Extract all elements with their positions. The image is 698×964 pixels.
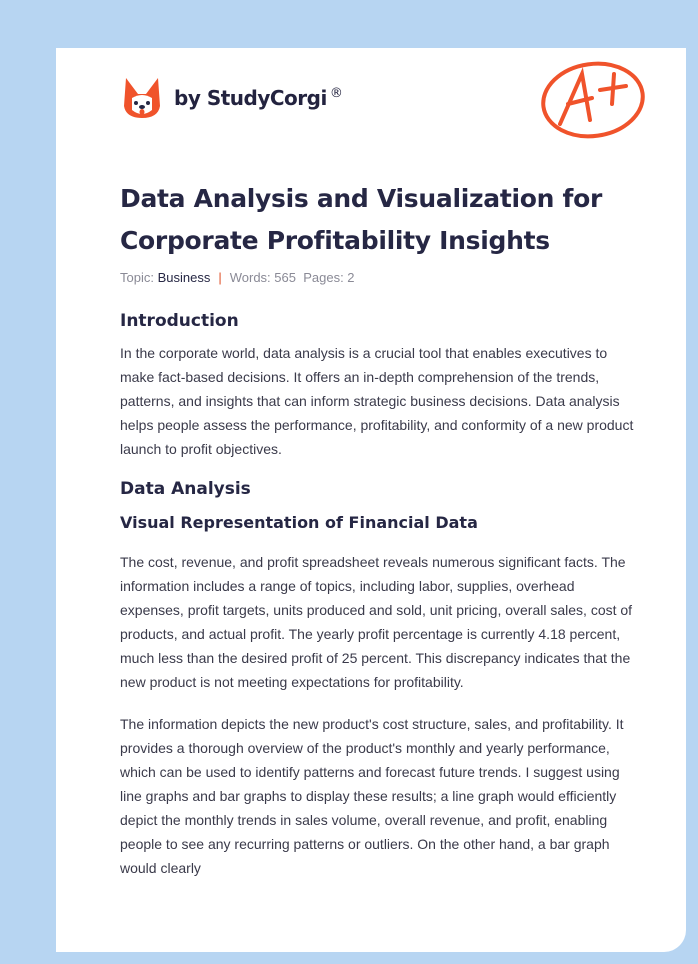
studycorgi-logo[interactable] [122, 76, 342, 120]
heading-introduction: Introduction [120, 311, 239, 331]
paragraph: The cost, revenue, and profit spreadsheet reveals numerous significant facts. The information includes a range of topics, including labor, supplies, overhead expenses, profit targets, units produced and sold, unit pricing, overall sales, cost of products, and actual profit. The yearly profit percentage is currently 4.18 percent, much less than the desired profit of 25 percent. This discrepancy indicates that the new product is not meeting expectations for profitability. [120, 554, 633, 690]
corgi-icon [122, 76, 162, 120]
page-title: Data Analysis and Visualization for Corporate Profitability Insights [120, 184, 602, 255]
topic-link[interactable]: Business [157, 270, 211, 285]
paragraph: In the corporate world, data analysis is a crucial tool that enables executives to make fact-based decisions. It offers an in-depth comprehension of the trends, patterns, and insights that can inform strategic business decisions. Data analysis helps people assess the performance, profitability, and conformity of a new product launch to profit objectives. [120, 345, 634, 457]
heading-data-analysis: Data Analysis [120, 479, 251, 499]
heading-visual-representation: Visual Representation of Financial Data [120, 513, 478, 532]
brand-name: by StudyCorgi ® [174, 86, 343, 110]
essay-meta: Topic: Business | Words: 565 Pages: 2 [120, 270, 355, 285]
document-card [56, 48, 686, 952]
a-plus-grade-icon [538, 58, 648, 142]
paragraph: The information depicts the new product's cost structure, sales, and profitability. It provides a thorough overview of the product's monthly and yearly performance, which can be used to identify patterns and forecast future trends. I suggest using line graphs and bar graphs to display these results; a line graph would efficiently depict the monthly trends in sales volume, overall revenue, and profit, enabling people to see any recurring patterns or outliers. On the other hand, a bar graph would clearly [120, 716, 624, 876]
